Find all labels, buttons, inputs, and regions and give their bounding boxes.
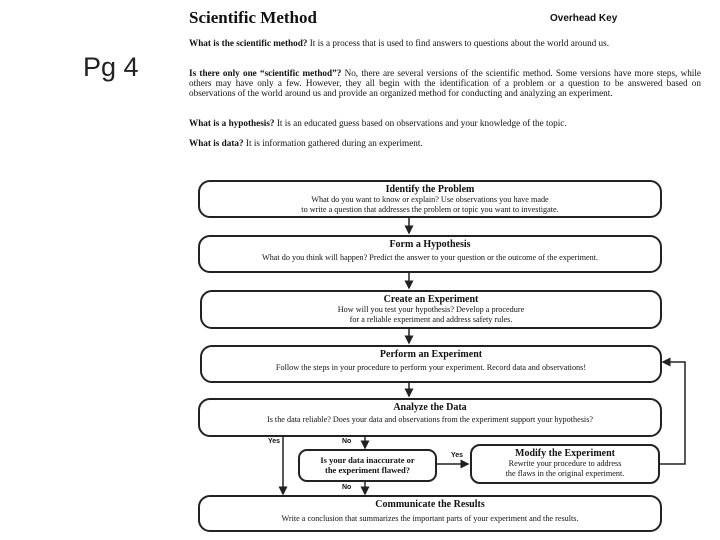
step-analyze-data: Analyze the Data Is the data reliable? Does your data and observations from the experiment support your hypothesis? [198,398,662,437]
yes-label-flawed: Yes [451,452,464,459]
definition-scientific-method: What is the scientific method? It is a process that is used to find answers to questions about the world around us. [189,38,610,48]
definition-data: What is data? It is information gathered during an experiment. [189,138,423,148]
step-identify-problem: Identify the Problem What do you want to know or explain? Use observations you have made to write a question that addresses the problem or topic you want to investigate. [198,180,662,218]
page-number: Pg 4 [83,52,139,82]
step-create-experiment: Create an Experiment How will you test your hypothesis? Develop a procedure for a reliable experiment and address safety rules. [200,290,662,329]
definition-hypothesis: What is a hypothesis? It is an educated guess based on observations and your knowledge of the topic. [189,118,567,128]
step-perform-experiment: Perform an Experiment Follow the steps in your procedure to perform your experiment. Record data and observations! [200,345,662,383]
step-modify-experiment: Modify the Experiment Rewrite your procedure to address the flaws in the original experiment. [470,444,660,484]
step-form-hypothesis: Form a Hypothesis What do you think will happen? Predict the answer to your question or the outcome of the experiment. [198,235,662,273]
step-communicate-results: Communicate the Results Write a conclusion that summarizes the important parts of your experiment and the results. [198,495,662,532]
page-title: Scientific Method [189,8,317,27]
no-label-flawed: No [342,484,352,491]
overhead-key-label: Overhead Key [550,13,618,24]
no-label-reliable: No [342,438,352,445]
definition-versions: Is there only one “scientific method”? No, there are several versions of the scientific method. Some versions have more steps, while others may have only a few. However, they all begin with the identification of a problem or a question to be answered based on observations of the world around us and provide an organized method for conducting and analyzing an experiment. [189,68,701,99]
yes-label-reliable: Yes [268,438,281,445]
decision-data-flawed: Is your data inaccurate or the experiment flawed? [298,449,437,482]
